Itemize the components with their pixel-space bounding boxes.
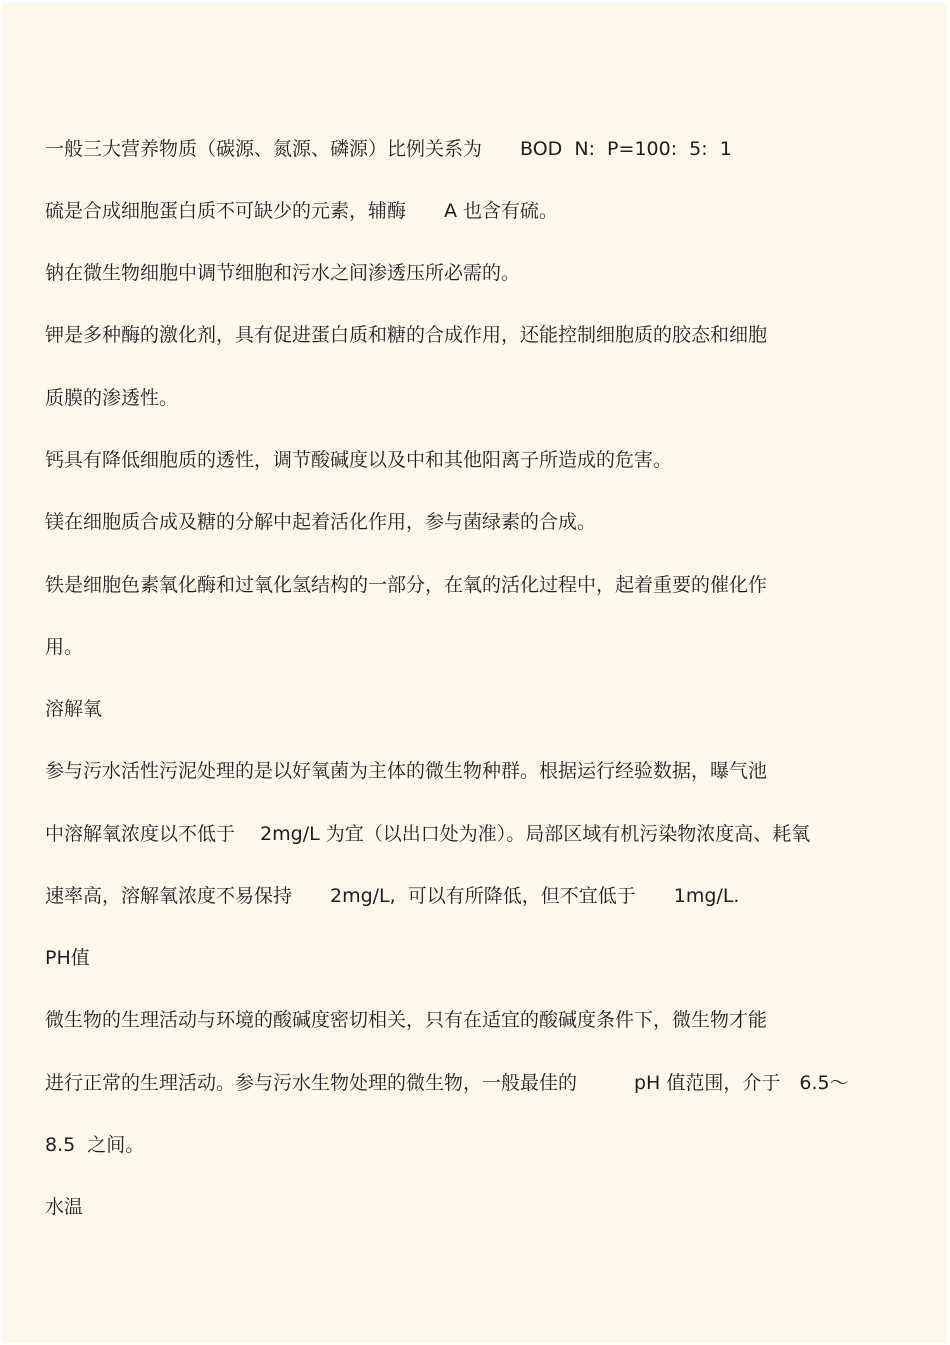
heading-water-temperature: 水温 bbox=[45, 1196, 84, 1218]
text-line-potassium: 钾是多种酶的激化剂，具有促进蛋白质和糖的合成作用，还能控制细胞质的胶态和细胞 bbox=[45, 324, 768, 346]
text-line-do-1: 参与污水活性污泥处理的是以好氧菌为主体的微生物种群。根据运行经验数据，曝气池 bbox=[45, 760, 768, 782]
text-line-sulfur: 硫是合成细胞蛋白质不可缺少的元素，辅酶 A 也含有硫。 bbox=[45, 200, 559, 222]
heading-ph: PH值 bbox=[45, 947, 90, 969]
heading-dissolved-oxygen: 溶解氧 bbox=[45, 698, 103, 720]
text-line-iron: 铁是细胞色素氧化酶和过氧化氢结构的一部分，在氧的活化过程中，起着重要的催化作 bbox=[45, 574, 768, 596]
text-line-calcium: 钙具有降低细胞质的透性，调节酸碱度以及中和其他阳离子所造成的危害。 bbox=[45, 449, 673, 471]
text-line-iron-cont: 用。 bbox=[45, 636, 84, 658]
text-line-nutrient-ratio: 一般三大营养物质（碳源、氮源、磷源）比例关系为 BOD N: P=100: 5: 1 bbox=[45, 138, 732, 160]
text-line-ph-1: 微生物的生理活动与环境的酸碱度密切相关，只有在适宜的酸碱度条件下，微生物才能 bbox=[45, 1009, 768, 1031]
text-line-do-2: 中溶解氧浓度以不低于 2mg/L 为宜（以出口处为准）。局部区域有机污染物浓度高、耗氧 bbox=[45, 823, 811, 845]
text-line-magnesium: 镁在细胞质合成及糖的分解中起着活化作用，参与菌绿素的合成。 bbox=[45, 511, 597, 533]
text-line-potassium-cont: 质膜的渗透性。 bbox=[45, 387, 179, 409]
text-line-ph-2: 进行正常的生理活动。参与污水生物处理的微生物，一般最佳的 pH 值范围，介于 6.5～ bbox=[45, 1072, 849, 1094]
text-line-ph-3: 8.5 之间。 bbox=[45, 1134, 145, 1156]
text-line-do-3: 速率高，溶解氧浓度不易保持 2mg/L, 可以有所降低，但不宜低于 1mg/L. bbox=[45, 885, 740, 907]
text-line-sodium: 钠在微生物细胞中调节细胞和污水之间渗透压所必需的。 bbox=[45, 262, 521, 284]
